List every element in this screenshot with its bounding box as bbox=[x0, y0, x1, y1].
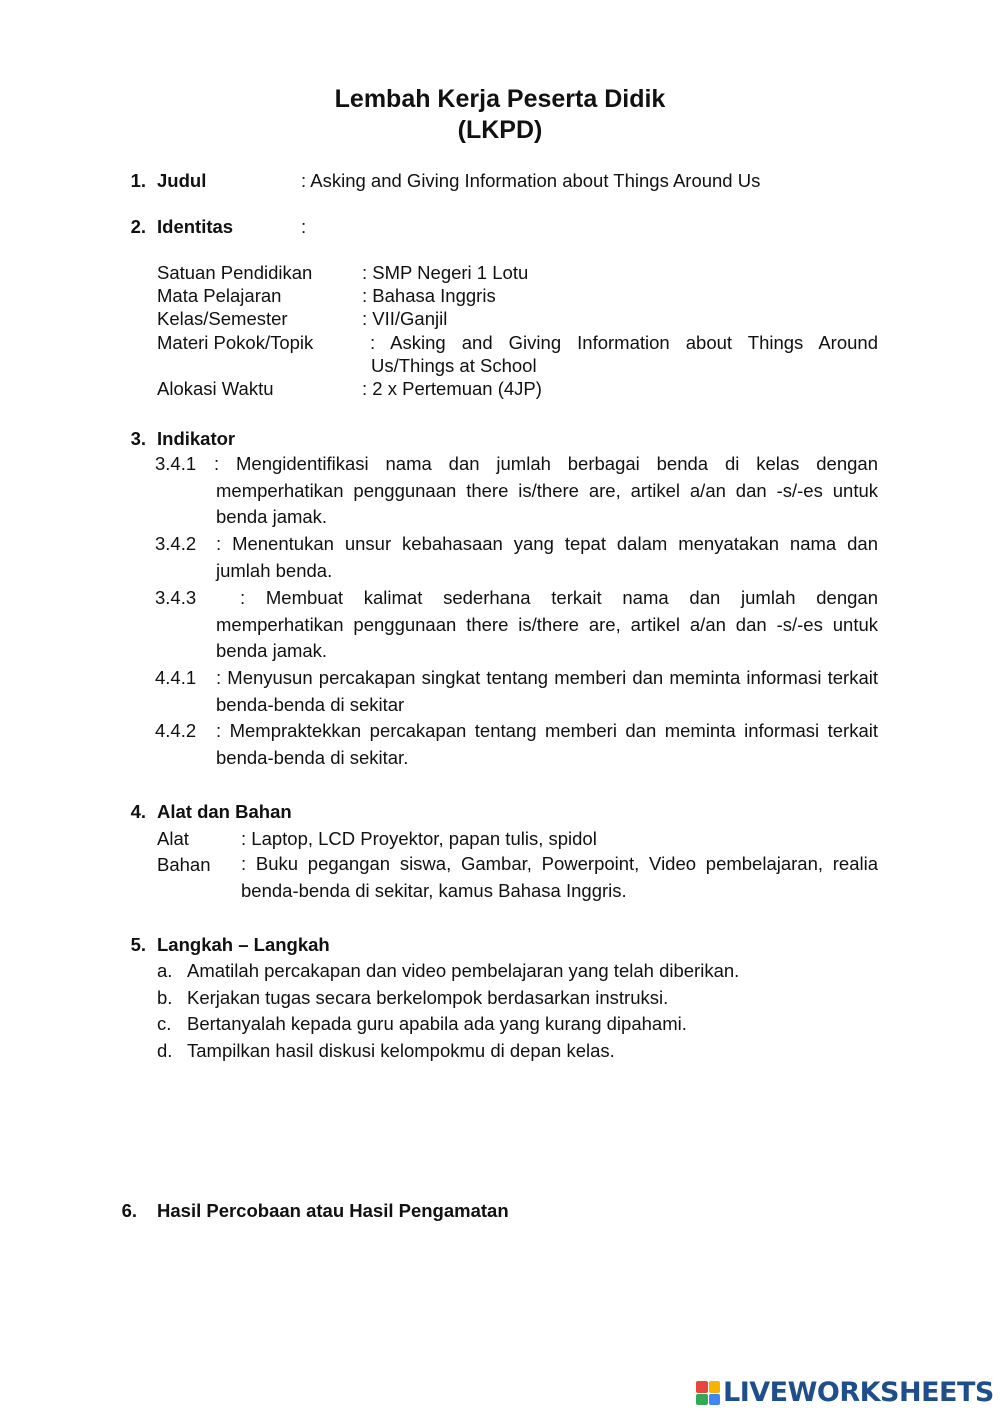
indikator-text: : Mengidentifikasi nama dan jumlah berbagai benda di kelas dengan memperhatikan penggunaan there is/there are, artikel a/an dan -s/-es untuk benda jamak. bbox=[214, 453, 878, 527]
title-line2: (LKPD) bbox=[457, 116, 543, 144]
langkah-letter: d. bbox=[157, 1040, 173, 1061]
logo-mark-square bbox=[696, 1394, 708, 1406]
logo-text: LIVEWORKSHEETS bbox=[723, 1377, 994, 1408]
title-line1: Lembah Kerja Peserta Didik bbox=[334, 85, 666, 113]
bahan-value: : Buku pegangan siswa, Gambar, Powerpoint, Video pembelajaran, realia benda-benda di sekitar, kamus Bahasa Inggris. bbox=[241, 853, 878, 901]
indikator-code: 4.4.2 bbox=[155, 720, 197, 741]
page-title bbox=[0, 84, 1000, 146]
logo-mark-icon bbox=[696, 1381, 720, 1405]
identitas-row-value: : 2 x Pertemuan (4JP) bbox=[362, 378, 542, 399]
identitas-row-value: : VII/Ganjil bbox=[362, 308, 448, 329]
indikator-text: : Menentukan unsur kebahasaan yang tepat dalam menyatakan nama dan jumlah benda. bbox=[216, 533, 878, 581]
indikator-text: : Membuat kalimat sederhana terkait nama dan jumlah dengan memperhatikan penggunaan there is/there are, artikel a/an dan -s/-es untuk benda jamak. bbox=[216, 587, 878, 661]
indikator-code: 4.4.1 bbox=[155, 667, 197, 688]
logo-mark-square bbox=[696, 1381, 708, 1393]
indikator-code: 3.4.3 bbox=[155, 587, 197, 608]
section-number: 2. bbox=[130, 216, 146, 237]
identitas-colon: : bbox=[301, 216, 307, 237]
logo-mark-square bbox=[709, 1381, 721, 1393]
langkah-letter: b. bbox=[157, 987, 173, 1008]
identitas-row-value: : SMP Negeri 1 Lotu bbox=[362, 262, 529, 283]
alat-value: : Laptop, LCD Proyektor, papan tulis, spidol bbox=[241, 828, 597, 849]
section-number: 5. bbox=[130, 934, 146, 955]
alat-bahan-label: Alat dan Bahan bbox=[157, 801, 292, 822]
langkah-letter: a. bbox=[157, 960, 173, 981]
indikator-text: : Mempraktekkan percakapan tentang memberi dan meminta informasi terkait benda-benda di sekitar. bbox=[216, 720, 878, 768]
langkah-letter: c. bbox=[157, 1013, 172, 1034]
identitas-row-label: Satuan Pendidikan bbox=[157, 262, 313, 283]
identitas-row-label: Alokasi Waktu bbox=[157, 378, 274, 399]
indikator-code: 3.4.1 bbox=[155, 453, 197, 474]
indikator-text: : Menyusun percakapan singkat tentang memberi dan meminta informasi terkait benda-benda di sekitar bbox=[216, 667, 878, 715]
langkah-label: Langkah – Langkah bbox=[157, 934, 330, 955]
hasil-label: Hasil Percobaan atau Hasil Pengamatan bbox=[157, 1200, 509, 1221]
identitas-row-value: : Asking and Giving Information about Things Around bbox=[370, 332, 878, 353]
judul-value: : Asking and Giving Information about Things Around Us bbox=[301, 170, 761, 191]
langkah-text: Amatilah percakapan dan video pembelajaran yang telah diberikan. bbox=[187, 960, 740, 981]
judul-label: Judul bbox=[157, 170, 207, 191]
section-number: 6. bbox=[121, 1200, 137, 1221]
langkah-text: Tampilkan hasil diskusi kelompokmu di depan kelas. bbox=[187, 1040, 615, 1061]
langkah-text: Kerjakan tugas secara berkelompok berdasarkan instruksi. bbox=[187, 987, 669, 1008]
liveworksheets-logo[interactable] bbox=[696, 1378, 994, 1408]
identitas-row-label: Mata Pelajaran bbox=[157, 285, 282, 306]
section-number: 1. bbox=[130, 170, 146, 191]
section-number: 3. bbox=[130, 428, 146, 449]
bahan-label: Bahan bbox=[157, 854, 211, 875]
logo-mark-square bbox=[709, 1394, 721, 1406]
indikator-label: Indikator bbox=[157, 428, 236, 449]
langkah-text: Bertanyalah kepada guru apabila ada yang kurang dipahami. bbox=[187, 1013, 687, 1034]
section-number: 4. bbox=[130, 801, 146, 822]
identitas-row-value: : Bahasa Inggris bbox=[362, 285, 496, 306]
identitas-label: Identitas bbox=[157, 216, 234, 237]
identitas-row-label: Kelas/Semester bbox=[157, 308, 288, 329]
indikator-code: 3.4.2 bbox=[155, 533, 197, 554]
alat-label: Alat bbox=[157, 828, 189, 849]
identitas-row-value-cont: Us/Things at School bbox=[371, 355, 537, 376]
identitas-row-label: Materi Pokok/Topik bbox=[157, 332, 314, 353]
